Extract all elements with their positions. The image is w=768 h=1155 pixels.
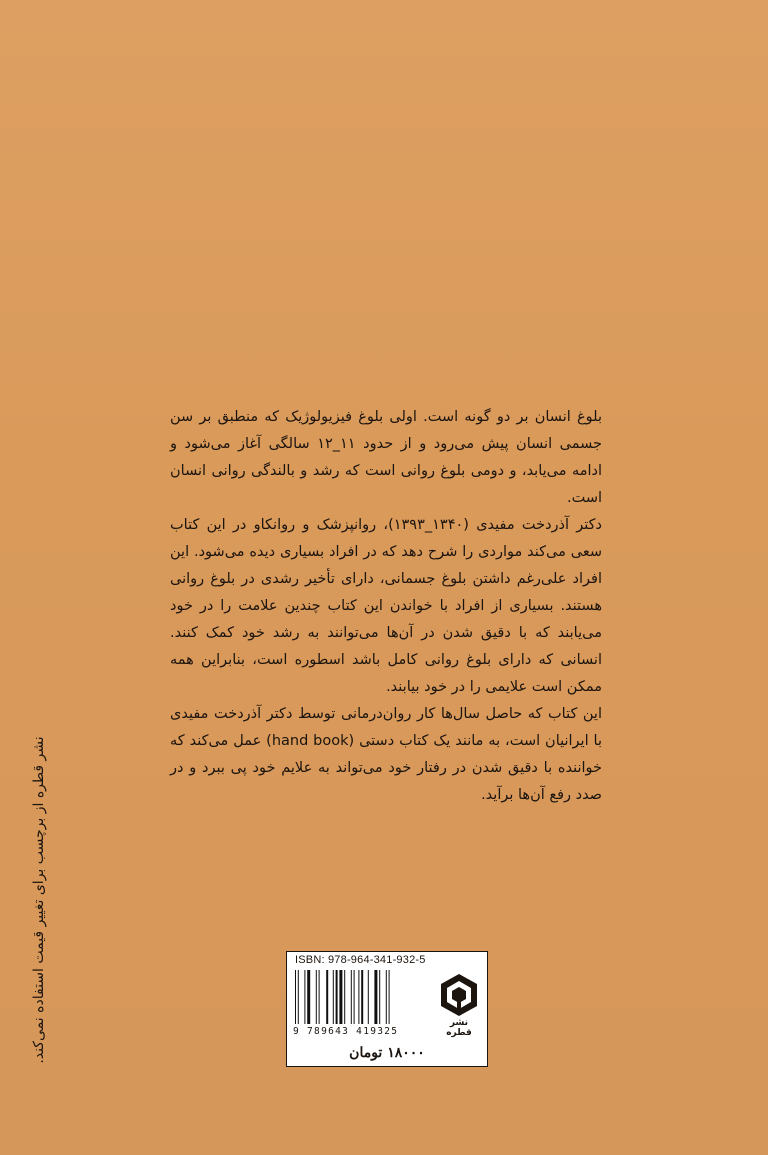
price-label-notice: نشر قطره از برچسب برای تغییر قیمت استفاده نمی‌کند.	[31, 736, 47, 1064]
description-paragraph: دکتر آذردخت مفیدی (۱۳۴۰_۱۳۹۳)، روانپزشک و روانکاو در این کتاب سعی می‌کند مواردی را شرح دهد که در افراد بسیاری دیده می‌شود. این افراد علی‌رغم داشتن بلوغ جسمانی، دارای تأخیر رشدی در بلوغ روانی هستند. بسیاری از افراد با خواندن این کتاب چندین علامت را در خود می‌یابند که با دقیق شدن در آن‌ها می‌توانند به رشد خود کمک کنند. انسانی که دارای بلوغ روانی کامل باشد اسطوره است، بنابراین همه ممکن است علایمی را در خود بیابند.	[170, 517, 602, 695]
barcode-digits: 9 789643 419325	[293, 1026, 399, 1037]
description-paragraph: این کتاب که حاصل سال‌ها کار روان‌درمانی توسط دکتر آذردخت مفیدی با ایرانیان است، به مانند یک کتاب دستی (hand book) عمل می‌کند که خواننده با دقیق شدن در رفتار خود می‌تواند به علایم خود پی ببرد و در صدد رفع آن‌ها برآید.	[170, 706, 602, 803]
publisher-logo-label: نشر قطره	[446, 1018, 472, 1038]
book-description	[170, 404, 602, 809]
publisher-logo	[437, 972, 481, 1038]
barcode-icon	[293, 970, 431, 1026]
description-paragraph: بلوغ انسان بر دو گونه است. اولی بلوغ فیزیولوژیک که منطبق بر سن جسمی انسان پیش می‌رود و از حدود ۱۱_۱۲ سالگی آغاز می‌شود و ادامه می‌یابد، و دومی بلوغ روانی است که رشد و بالندگی روانی انسان است.	[170, 409, 603, 506]
publisher-logo-icon	[437, 972, 481, 1018]
isbn-label: ISBN: 978-964-341-932-5	[295, 954, 426, 966]
barcode-box	[286, 951, 488, 1043]
price-label: ۱۸۰۰۰ تومان	[286, 1040, 488, 1067]
